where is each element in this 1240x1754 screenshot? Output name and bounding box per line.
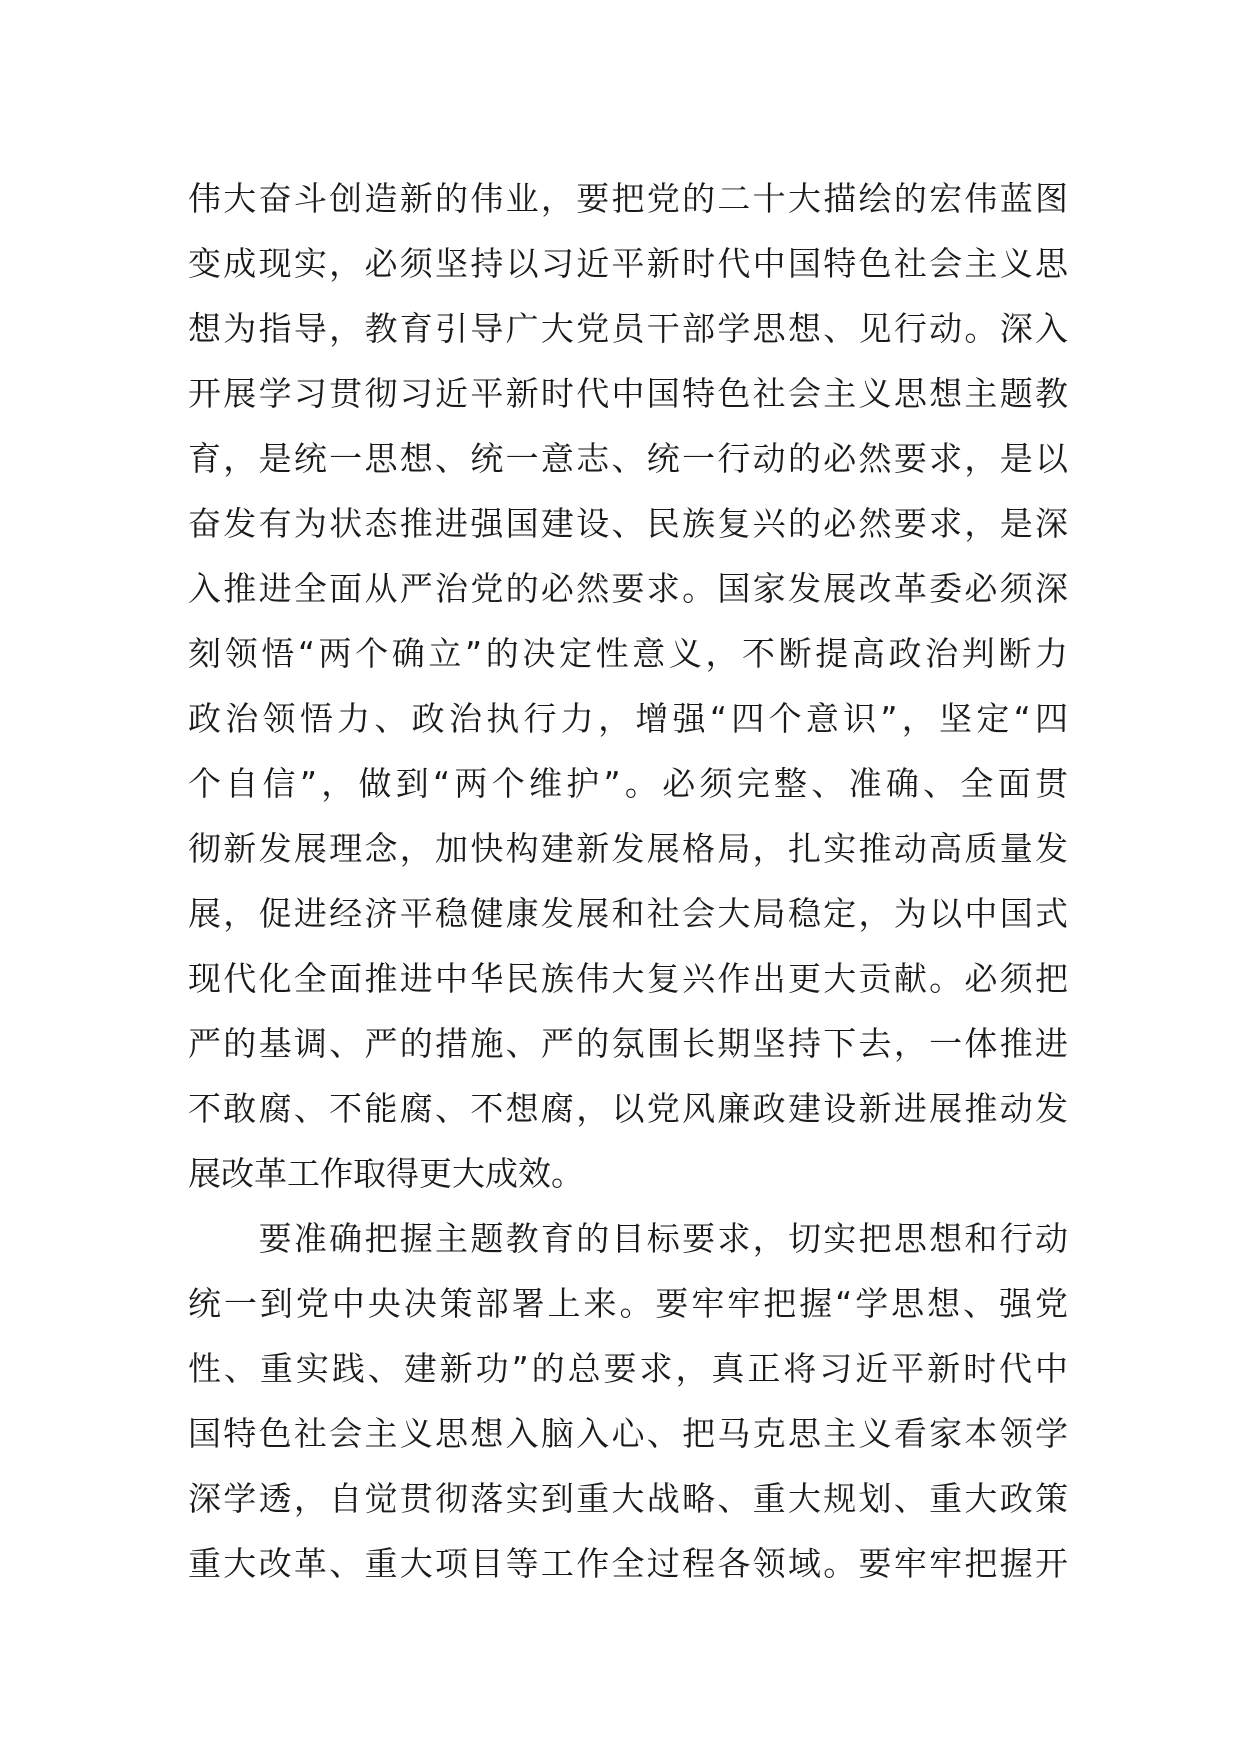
text-line: 现代化全面推进中华民族伟大复兴作出更大贡献。必须把 bbox=[188, 959, 1068, 998]
text-line: 要准确把握主题教育的目标要求，切实把思想和行动 bbox=[188, 1219, 1068, 1258]
text-line: 国特色社会主义思想入脑入心、把马克思主义看家本领学 bbox=[188, 1414, 1068, 1453]
document-body bbox=[188, 166, 1068, 1596]
text-line: 统一到党中央决策部署上来。要牢牢把握“学思想、强党 bbox=[188, 1284, 1068, 1323]
text-line: 个自信”，做到“两个维护”。必须完整、准确、全面贯 bbox=[188, 764, 1068, 803]
text-line: 彻新发展理念，加快构建新发展格局，扎实推动高质量发 bbox=[188, 829, 1068, 868]
text-line: 展，促进经济平稳健康发展和社会大局稳定，为以中国式 bbox=[188, 894, 1068, 933]
text-line: 想为指导，教育引导广大党员干部学思想、见行动。深入 bbox=[188, 309, 1068, 348]
text-line: 不敢腐、不能腐、不想腐，以党风廉政建设新进展推动发 bbox=[188, 1089, 1068, 1128]
text-line: 奋发有为状态推进强国建设、民族复兴的必然要求，是深 bbox=[188, 504, 1068, 543]
text-line: 展改革工作取得更大成效。 bbox=[188, 1154, 584, 1193]
text-line: 深学透，自觉贯彻落实到重大战略、重大规划、重大政策 bbox=[188, 1479, 1068, 1518]
text-line: 政治领悟力、政治执行力，增强“四个意识”，坚定“四 bbox=[188, 699, 1068, 738]
text-line: 严的基调、严的措施、严的氛围长期坚持下去，一体推进 bbox=[188, 1024, 1068, 1063]
text-line: 开展学习贯彻习近平新时代中国特色社会主义思想主题教 bbox=[188, 374, 1068, 413]
text-line: 育，是统一思想、统一意志、统一行动的必然要求，是以 bbox=[188, 439, 1068, 478]
paragraph-2 bbox=[188, 1206, 1068, 1596]
text-line: 性、重实践、建新功”的总要求，真正将习近平新时代中 bbox=[188, 1349, 1068, 1388]
text-line: 刻领悟“两个确立”的决定性意义，不断提高政治判断力 bbox=[188, 634, 1068, 673]
text-line: 重大改革、重大项目等工作全过程各领域。要牢牢把握开 bbox=[188, 1544, 1068, 1583]
text-line: 入推进全面从严治党的必然要求。国家发展改革委必须深 bbox=[188, 569, 1068, 608]
text-line: 伟大奋斗创造新的伟业，要把党的二十大描绘的宏伟蓝图 bbox=[188, 179, 1068, 218]
paragraph-1 bbox=[188, 166, 1068, 1206]
text-line: 变成现实，必须坚持以习近平新时代中国特色社会主义思 bbox=[188, 244, 1068, 283]
